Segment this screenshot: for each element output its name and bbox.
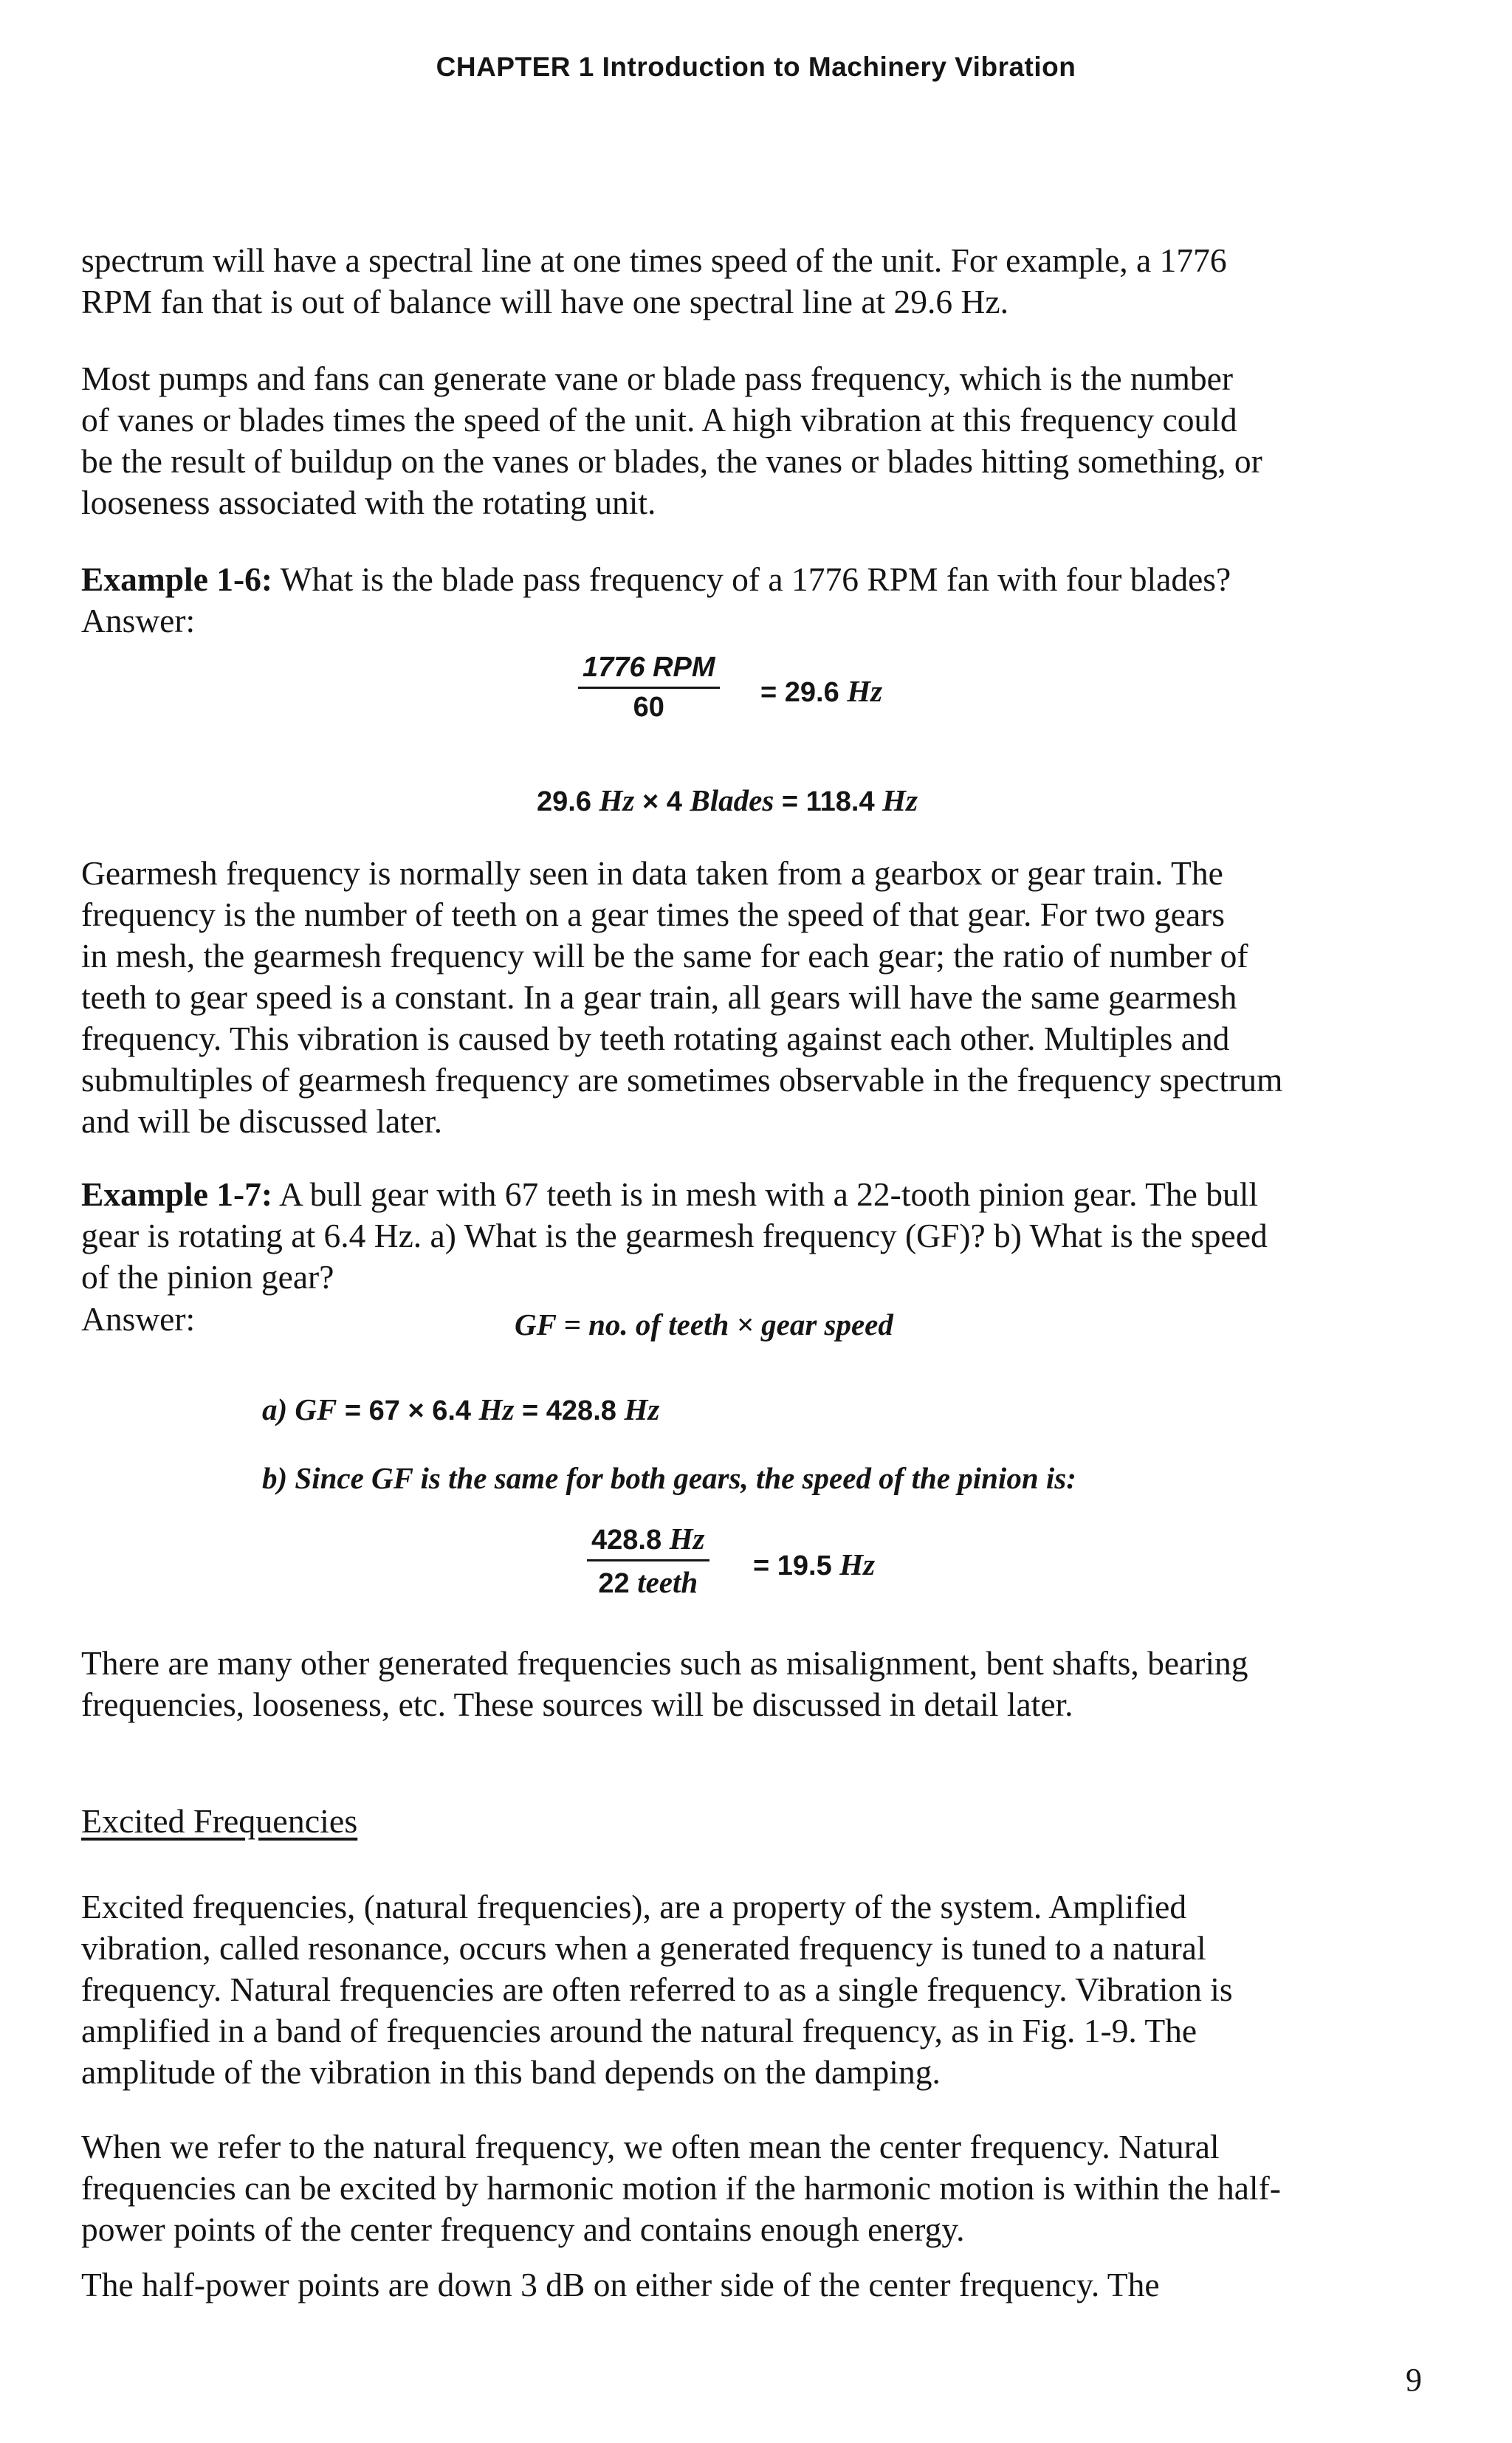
example-1-7 — [81, 1174, 1421, 1298]
example-text: A bull gear with 67 teeth is in mesh with a 22-tooth pinion gear. The bull — [272, 1175, 1258, 1213]
text-line: frequency. This vibration is caused by teeth rotating against each other. Multiples and — [81, 1020, 1230, 1057]
text-line: looseness associated with the rotating unit. — [81, 484, 656, 521]
text-line: frequencies can be excited by harmonic motion if the harmonic motion is within the half- — [81, 2169, 1281, 2207]
example-label: Example 1-7: — [81, 1175, 273, 1213]
unit: Hz — [599, 783, 635, 817]
value: 29.6 — [537, 786, 591, 817]
unit: Hz — [669, 1522, 705, 1556]
text-line: The half-power points are down 3 dB on either side of the center frequency. The — [81, 2266, 1160, 2303]
paragraph-gearmesh — [81, 853, 1421, 1142]
text-line: RPM fan that is out of balance will have one spectral line at 29.6 Hz. — [81, 283, 1008, 320]
label: a) GF — [262, 1392, 337, 1426]
example-question: What is the blade pass frequency of a 1776 RPM fan with four blades? — [272, 560, 1231, 598]
paragraph-half-power — [81, 2264, 1421, 2306]
example-label: Example 1-6: — [81, 560, 273, 598]
answer-label: Answer: — [81, 602, 196, 639]
numerator-value: 428.8 — [591, 1525, 662, 1556]
statement: b) Since GF is the same for both gears, the speed of the pinion is: — [262, 1461, 1076, 1495]
fraction-denominator — [587, 1561, 709, 1600]
fraction-denominator: 60 — [633, 692, 664, 723]
text-line: submultiples of gearmesh frequency are sometimes observable in the frequency spectrum — [81, 1061, 1283, 1099]
unit: Hz — [478, 1392, 515, 1426]
result: = 428.8 — [514, 1395, 625, 1426]
unit: Hz — [847, 674, 883, 708]
text-line — [81, 559, 1421, 600]
paragraph-spectrum — [81, 240, 1421, 323]
text-line: vibration, called resonance, occurs when a generated frequency is tuned to a natural — [81, 1929, 1206, 1967]
text-line: spectrum will have a spectral line at one times speed of the unit. For example, a 1776 — [81, 241, 1227, 279]
paragraph-other-frequencies — [81, 1643, 1421, 1725]
fraction-result — [753, 1547, 875, 1582]
result-value: = 29.6 — [760, 677, 839, 708]
text-line: frequencies, looseness, etc. These sources will be discussed in detail later. — [81, 1686, 1073, 1723]
text-line: There are many other generated frequencies such as misalignment, bent shafts, bearing — [81, 1644, 1248, 1682]
fraction-result — [760, 673, 882, 709]
page-number: 9 — [1406, 2362, 1422, 2398]
text-line: of vanes or blades times the speed of the unit. A high vibration at this frequency could — [81, 401, 1237, 439]
fraction-numerator — [578, 652, 720, 689]
gf-formula — [515, 1307, 893, 1342]
unit: Hz — [839, 1547, 876, 1581]
text-line: teeth to gear speed is a constant. In a gear train, all gears will have the same gearmesh — [81, 978, 1237, 1016]
text-line: Most pumps and fans can generate vane or blade pass frequency, which is the number — [81, 360, 1233, 397]
operator: = 67 × 6.4 — [337, 1395, 479, 1426]
paragraph-blade-pass — [81, 358, 1421, 523]
paragraph-natural — [81, 2126, 1421, 2250]
unit: Hz — [624, 1392, 660, 1426]
text-line: When we refer to the natural frequency, we often mean the center frequency. Natural — [81, 2128, 1220, 2165]
operator: × 4 — [634, 786, 690, 817]
result-value: = 19.5 — [753, 1550, 832, 1581]
blade-pass-equation — [537, 783, 918, 818]
text-line: power points of the center frequency and contains enough energy. — [81, 2210, 965, 2248]
part-b-text — [262, 1460, 1076, 1496]
unit: Hz — [882, 783, 918, 817]
answer-label: Answer: — [81, 1300, 196, 1338]
chapter-header: CHAPTER 1 Introduction to Machinery Vibration — [436, 52, 1076, 82]
text-line: frequency is the number of teeth on a gear times the speed of that gear. For two gears — [81, 896, 1225, 933]
text-line: amplified in a band of frequencies around the natural frequency, as in Fig. 1-9. The — [81, 2012, 1197, 2049]
text-line: and will be discussed later. — [81, 1102, 443, 1140]
text-line — [81, 1174, 1421, 1215]
text-line: of the pinion gear? — [81, 1258, 334, 1296]
text-line: Excited frequencies, (natural frequencies), are a property of the system. Amplified — [81, 1888, 1187, 1925]
result: = 118.4 — [774, 786, 883, 817]
formula: GF = no. of teeth × gear speed — [515, 1308, 893, 1341]
unit: teeth — [637, 1565, 698, 1599]
example-1-6 — [81, 559, 1421, 642]
fraction-rpm — [578, 652, 720, 724]
unit: Blades — [690, 783, 774, 817]
fraction-numerator — [587, 1521, 709, 1561]
text-line: amplitude of the vibration in this band depends on the damping. — [81, 2053, 941, 2091]
text-line: gear is rotating at 6.4 Hz. a) What is the gearmesh frequency (GF)? b) What is the speed — [81, 1217, 1268, 1254]
text-line: frequency. Natural frequencies are often referred to as a single frequency. Vibration is — [81, 1970, 1233, 2008]
fraction-pinion — [587, 1521, 709, 1600]
text-line: in mesh, the gearmesh frequency will be the same for each gear; the ratio of number of — [81, 937, 1248, 975]
denominator-value: 22 — [598, 1568, 630, 1599]
gf-calculation — [262, 1392, 659, 1427]
numerator-text: 1776 RPM — [583, 652, 715, 683]
text-line: be the result of buildup on the vanes or blades, the vanes or blades hitting something, or — [81, 442, 1262, 480]
section-heading: Excited Frequencies — [81, 1802, 358, 1840]
paragraph-excited — [81, 1886, 1421, 2093]
text-line: Gearmesh frequency is normally seen in data taken from a gearbox or gear train. The — [81, 854, 1223, 892]
